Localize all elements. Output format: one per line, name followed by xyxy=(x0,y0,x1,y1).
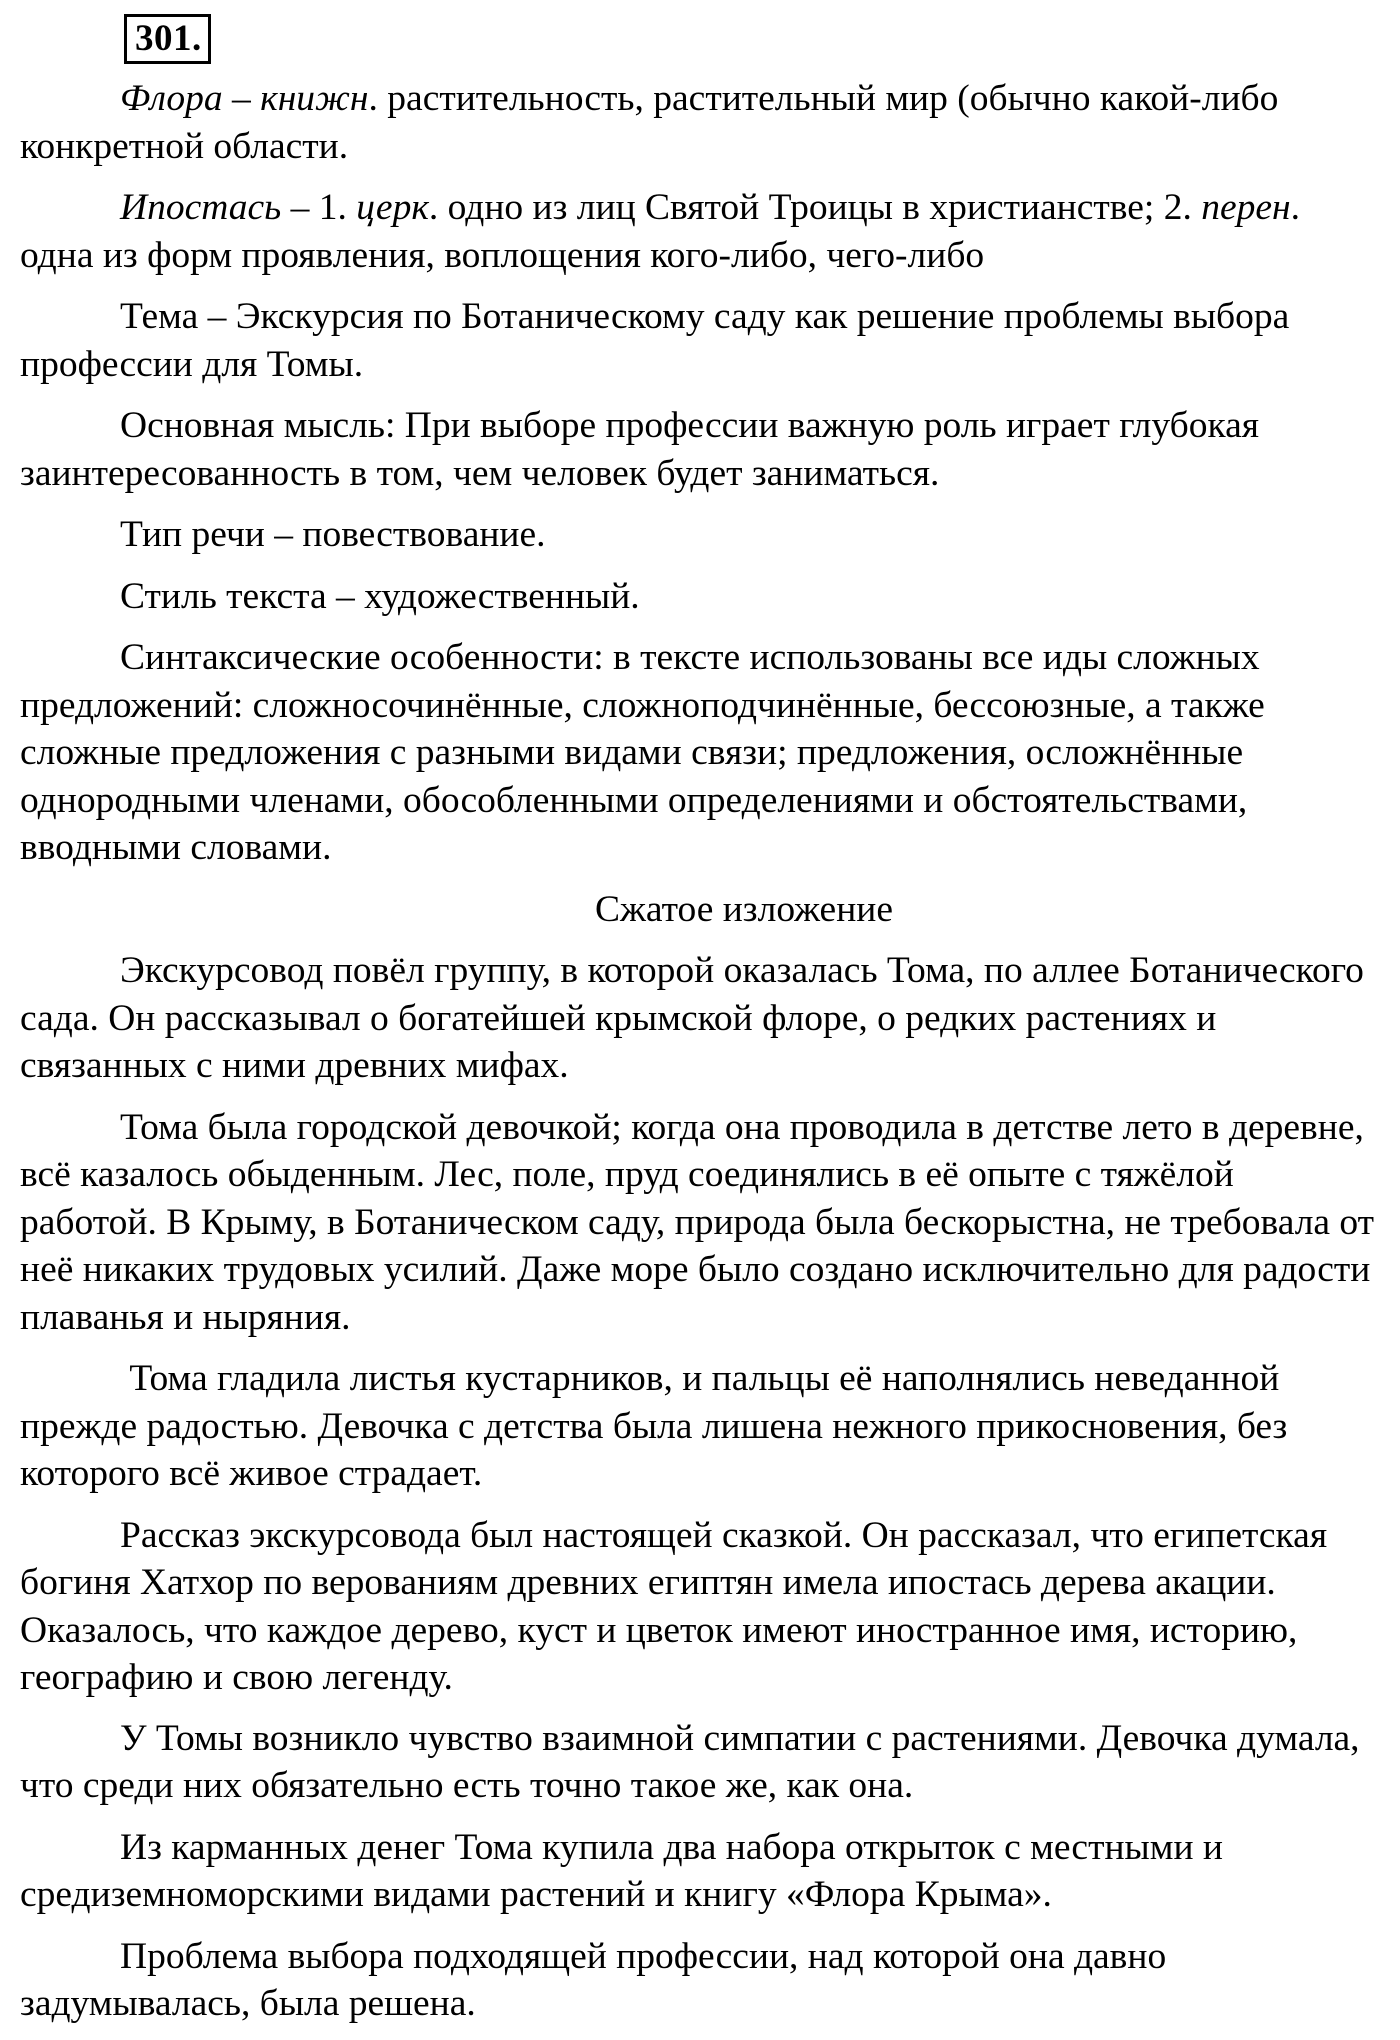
term-flora: Флора xyxy=(120,78,223,119)
analysis-syntax: Синтаксические особенности: в тексте использованы все иды сложных предложений: сложносочинённые, сложноподчинённые, бессоюзные, а также сложные предложения с разными видами связи; предложения, осложнённые однородными членами, обособленными определениями и обстоятельствами, вводными словами. xyxy=(20,637,1265,868)
analysis-theme: Тема – Экскурсия по Ботаническому саду как решение проблемы выбора профессии для Томы. xyxy=(20,296,1290,385)
definition-flora: Флора – книжн. растительность, растительный мир (обычно какой-либо конкретной области. xyxy=(20,78,1279,167)
document-page xyxy=(20,14,1378,2028)
label-peren: перен xyxy=(1201,187,1291,228)
summary-paragraph-1: Экскурсовод повёл группу, в которой оказалась Тома, по аллее Ботанического сада. Он рассказывал о богатейшей крымской флоре, о редких растениях и связанных с ними древних мифах. xyxy=(20,950,1364,1086)
label-knizhn: книжн xyxy=(260,78,369,119)
summary-title: Сжатое изложение xyxy=(595,888,893,930)
exercise-header xyxy=(20,14,1378,62)
analysis-text-style: Стиль текста – художественный. xyxy=(120,575,640,617)
label-tserk: церк xyxy=(356,187,429,228)
analysis-main-idea: Основная мысль: При выборе профессии важную роль играет глубокая заинтересованность в том, чем человек будет заниматься. xyxy=(20,405,1260,494)
summary-paragraph-2: Тома была городской девочкой; когда она проводила в детстве лето в деревне, всё казалось обыденным. Лес, поле, пруд соединялись в её опыте с тяжёлой работой. В Крыму, в Ботаническом саду, природа была бескорыстна, не требовала от неё никаких трудовых усилий. Даже море было создано исключительно для радости плаванья и ныряния. xyxy=(20,1106,1375,1338)
summary-paragraph-6: Из карманных денег Тома купила два набора открыток с местными и средиземноморскими видами растений и книгу «Флора Крыма». xyxy=(20,1826,1223,1915)
summary-paragraph-5: У Томы возникло чувство взаимной симпатии с растениями. Девочка думала, что среди них обязательно есть точно такое же, как она. xyxy=(20,1717,1360,1806)
analysis-speech-type: Тип речи – повествование. xyxy=(120,514,546,555)
summary-paragraph-4: Рассказ экскурсовода был настоящей сказкой. Он рассказал, что египетская богиня Хатхор по верованиям древних египтян имела ипостась дерева акации. Оказалось, что каждое дерево, куст и цветок имеют иностранное имя, историю, географию и свою легенду. xyxy=(20,1514,1328,1698)
summary-paragraph-3: Тома гладила листья кустарников, и пальцы её наполнялись неведанной прежде радостью. Девочка с детства была лишена нежного прикосновения, без которого всё живое страдает. xyxy=(20,1358,1297,1494)
summary-paragraph-7: Проблема выбора подходящей профессии, над которой она давно задумывалась, была решена. xyxy=(20,1935,1167,2024)
exercise-number: 301. xyxy=(124,14,211,64)
term-hypostasis: Ипостась xyxy=(120,187,282,228)
definition-hypostasis: Ипостась – 1. церк. одно из лиц Святой Троицы в христианстве; 2. перен. одна из форм проявления, воплощения кого-либо, чего-либо xyxy=(20,187,1300,276)
